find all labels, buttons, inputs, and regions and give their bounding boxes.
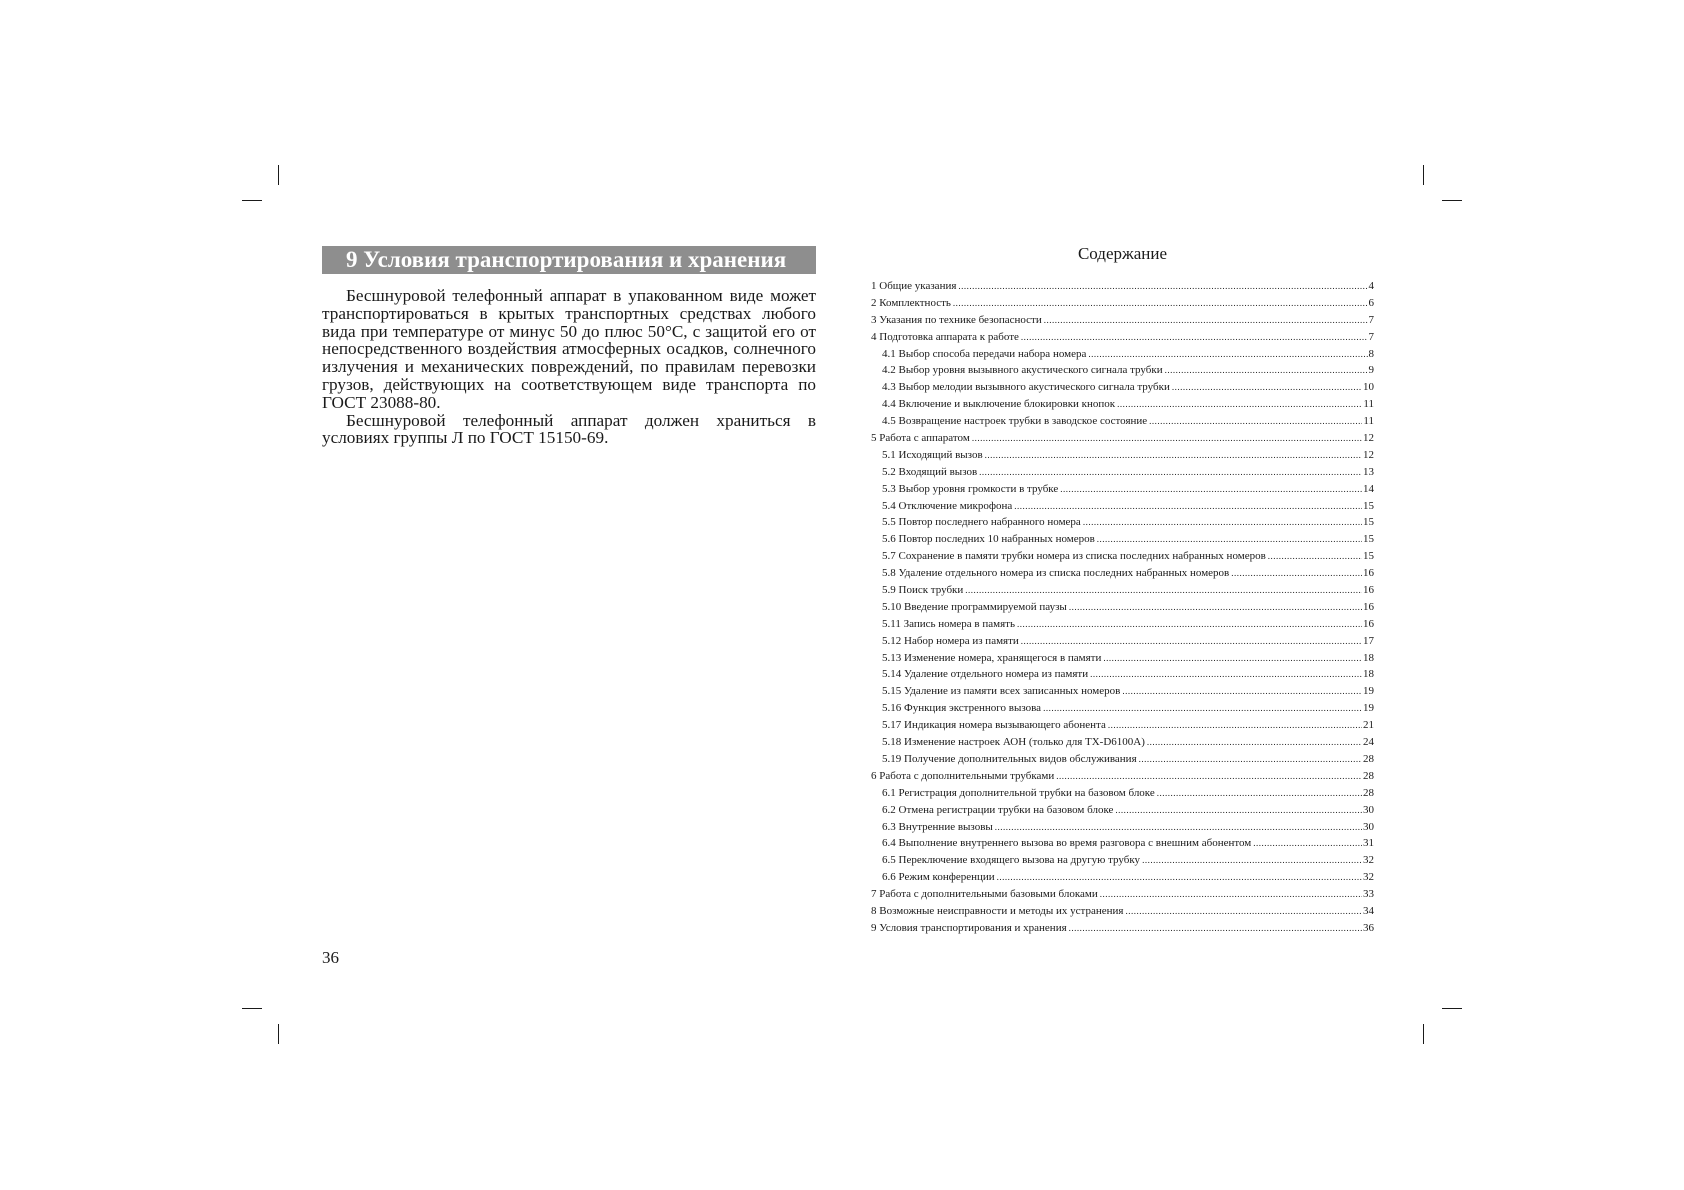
- toc-entry-page: 6: [1368, 296, 1374, 309]
- body-paragraph: Бесшнуровой телефонный аппарат в упакованном виде может транспортироваться в крытых транспортных средствах любого вида при температуре от минус 50 до плюс 50°С, с защитой его от непосредственного воздействия атмосферных осадков, солнечного излучения и механических повреждений, по правилам перевозки грузов, действующих на соответствующем виде транспорта по ГОСТ 23088-80.: [322, 286, 816, 412]
- toc-entry[interactable]: [871, 464, 1374, 481]
- toc-dot-leader: [1122, 683, 1362, 696]
- toc-entry-page: 14: [1363, 482, 1374, 495]
- toc-dot-leader: [979, 464, 1362, 477]
- toc-entry[interactable]: [871, 802, 1374, 819]
- toc-entry-label: 5.14 Удаление отдельного номера из памяти: [882, 668, 1089, 681]
- toc-entry-label: 5.18 Изменение настроек АОН (только для TX-D6100A): [882, 736, 1145, 749]
- toc-entry[interactable]: [871, 514, 1374, 531]
- toc-dot-leader: [1021, 633, 1362, 646]
- toc-entry-page: 21: [1363, 719, 1374, 732]
- toc-dot-leader: [958, 278, 1367, 291]
- crop-mark: [1442, 200, 1462, 201]
- crop-mark: [1423, 1024, 1424, 1044]
- toc-entry[interactable]: [871, 278, 1374, 295]
- toc-entry-label: 4.3 Выбор мелодии вызывного акустического сигнала трубки: [882, 381, 1170, 394]
- toc-entry[interactable]: [871, 346, 1374, 363]
- toc-entry-page: 36: [1363, 921, 1374, 934]
- toc-entry-label: 6 Работа с дополнительными трубками: [871, 769, 1055, 782]
- toc-entry-page: 15: [1363, 533, 1374, 546]
- toc-entry-page: 30: [1363, 803, 1374, 816]
- toc-entry-label: 1 Общие указания: [871, 280, 957, 292]
- toc-dot-leader: [1103, 650, 1362, 663]
- toc-dot-leader: [1147, 734, 1362, 747]
- toc-dot-leader: [1115, 802, 1362, 815]
- toc-entry-label: 5.11 Запись номера в память: [882, 617, 1015, 630]
- toc-entry[interactable]: [871, 700, 1374, 717]
- toc-entry[interactable]: [871, 819, 1374, 836]
- toc-entry-page: 17: [1363, 634, 1374, 647]
- toc-entry-page: 19: [1363, 702, 1374, 715]
- toc-entry[interactable]: [871, 329, 1374, 346]
- toc-entry-page: 19: [1363, 685, 1374, 698]
- section-body: [322, 287, 816, 447]
- toc-entry[interactable]: [871, 548, 1374, 565]
- toc-entry[interactable]: [871, 362, 1374, 379]
- toc-entry[interactable]: [871, 616, 1374, 633]
- toc-entry[interactable]: [871, 835, 1374, 852]
- toc-entry[interactable]: [871, 717, 1374, 734]
- toc-entry-page: 16: [1363, 617, 1374, 630]
- toc-dot-leader: [1097, 531, 1362, 544]
- toc-entry-page: 16: [1363, 567, 1374, 580]
- toc-entry-page: 11: [1363, 415, 1374, 428]
- toc-entry-label: 9 Условия транспортирования и хранения: [871, 921, 1067, 934]
- toc-entry-page: 16: [1363, 600, 1374, 613]
- toc-dot-leader: [953, 295, 1368, 308]
- toc-entry[interactable]: [871, 869, 1374, 886]
- toc-entry[interactable]: [871, 312, 1374, 329]
- toc-dot-leader: [1044, 312, 1368, 325]
- toc-dot-leader: [965, 582, 1362, 595]
- toc-entry-label: 5.5 Повтор последнего набранного номера: [882, 516, 1081, 529]
- toc-entry-label: 5.1 Исходящий вызов: [882, 448, 983, 461]
- toc-entry-page: 15: [1363, 550, 1374, 563]
- toc-entry-page: 18: [1363, 651, 1374, 664]
- toc-entry-page: 33: [1363, 888, 1374, 901]
- toc-entry-page: 32: [1363, 854, 1374, 867]
- toc-entry-page: 28: [1363, 786, 1374, 799]
- toc-entry[interactable]: [871, 903, 1374, 920]
- toc-entry-page: 32: [1363, 871, 1374, 884]
- toc-dot-leader: [995, 819, 1362, 832]
- toc-entry-label: 5.2 Входящий вызов: [882, 465, 978, 478]
- section-heading: 9 Условия транспортирования и хранения: [322, 246, 816, 274]
- toc-entry-page: 7: [1368, 330, 1374, 343]
- crop-mark: [1442, 1008, 1462, 1009]
- toc-entry-page: 24: [1363, 736, 1374, 749]
- toc-entry-page: 28: [1363, 769, 1374, 782]
- page-number: 36: [322, 948, 339, 967]
- toc-entry-label: 4 Подготовка аппарата к работе: [871, 330, 1019, 343]
- crop-mark: [1423, 165, 1424, 185]
- toc-entry[interactable]: [871, 481, 1374, 498]
- toc-dot-leader: [1268, 548, 1362, 561]
- toc-entry-page: 12: [1363, 432, 1374, 445]
- toc-dot-leader: [1090, 666, 1362, 679]
- toc-entry-label: 6.4 Выполнение внутреннего вызова во время разговора с внешним абонентом: [882, 837, 1252, 850]
- toc-entry[interactable]: [871, 633, 1374, 650]
- toc-dot-leader: [1021, 329, 1368, 342]
- toc-entry[interactable]: [871, 531, 1374, 548]
- toc-dot-leader: [1253, 835, 1362, 848]
- toc-dot-leader: [1017, 616, 1362, 629]
- toc-entry-label: 3 Указания по технике безопасности: [871, 313, 1042, 326]
- toc-dot-leader: [1157, 785, 1362, 798]
- toc-entry-page: 4: [1368, 280, 1374, 292]
- toc-entry-label: 5.7 Сохранение в памяти трубки номера из списка последних набранных номеров: [882, 550, 1266, 563]
- toc-entry-page: 10: [1363, 381, 1374, 394]
- toc-entry-label: 5.13 Изменение номера, хранящегося в памяти: [882, 651, 1102, 664]
- toc-entry-label: 6.5 Переключение входящего вызова на другую трубку: [882, 854, 1141, 867]
- toc-entry[interactable]: [871, 295, 1374, 312]
- toc-entry-label: 4.1 Выбор способа передачи набора номера: [882, 347, 1087, 360]
- toc-dot-leader: [1083, 514, 1362, 527]
- toc-entry-label: 6.3 Внутренние вызовы: [882, 820, 993, 833]
- toc-dot-leader: [1142, 852, 1362, 865]
- toc-entry-page: 11: [1363, 398, 1374, 411]
- right-page: [871, 244, 1374, 937]
- toc-entry-page: 30: [1363, 820, 1374, 833]
- toc-dot-leader: [985, 447, 1362, 460]
- toc-dot-leader: [1231, 565, 1362, 578]
- toc-entry-page: 8: [1368, 347, 1374, 360]
- toc-dot-leader: [1139, 751, 1362, 764]
- toc-entry[interactable]: [871, 666, 1374, 683]
- crop-mark: [278, 165, 279, 185]
- toc-dot-leader: [1088, 346, 1367, 359]
- toc-entry-label: 6.6 Режим конференции: [882, 871, 995, 884]
- toc-entry-page: 9: [1368, 364, 1374, 377]
- toc-dot-leader: [1069, 920, 1362, 933]
- toc-dot-leader: [1014, 498, 1362, 511]
- crop-mark: [278, 1024, 279, 1044]
- toc-entry-label: 5.8 Удаление отдельного номера из списка последних набранных номеров: [882, 567, 1230, 580]
- toc-entry-label: 7 Работа с дополнительными базовыми блоками: [871, 888, 1098, 901]
- toc-entry[interactable]: [871, 852, 1374, 869]
- toc-entry[interactable]: [871, 768, 1374, 785]
- toc-entry[interactable]: [871, 447, 1374, 464]
- toc-dot-leader: [1108, 717, 1362, 730]
- toc-entry-page: 34: [1363, 904, 1374, 917]
- toc-entry[interactable]: [871, 785, 1374, 802]
- toc-entry-label: 5.19 Получение дополнительных видов обслуживания: [882, 752, 1137, 765]
- toc-entry-page: 18: [1363, 668, 1374, 681]
- toc-entry-label: 4.4 Включение и выключение блокировки кнопок: [882, 398, 1116, 411]
- toc-entry[interactable]: [871, 430, 1374, 447]
- toc-entry[interactable]: [871, 379, 1374, 396]
- toc-dot-leader: [1149, 413, 1362, 426]
- toc-list: [871, 278, 1374, 937]
- toc-entry-label: 4.5 Возвращение настроек трубки в заводское состояние: [882, 415, 1148, 428]
- toc-entry-page: 15: [1363, 499, 1374, 512]
- toc-entry[interactable]: [871, 650, 1374, 667]
- toc-entry[interactable]: [871, 498, 1374, 515]
- toc-dot-leader: [1125, 903, 1362, 916]
- toc-dot-leader: [1043, 700, 1362, 713]
- toc-entry-label: 5.17 Индикация номера вызывающего абонента: [882, 719, 1106, 732]
- toc-entry-label: 5.6 Повтор последних 10 набранных номеров: [882, 533, 1095, 546]
- toc-entry[interactable]: [871, 886, 1374, 903]
- crop-mark: [242, 1008, 262, 1009]
- toc-entry-label: 5.10 Введение программируемой паузы: [882, 600, 1067, 613]
- left-page: [322, 246, 816, 447]
- toc-entry-page: 15: [1363, 516, 1374, 529]
- toc-entry[interactable]: [871, 582, 1374, 599]
- toc-entry[interactable]: [871, 734, 1374, 751]
- toc-entry[interactable]: [871, 751, 1374, 768]
- toc-entry-page: 13: [1363, 465, 1374, 478]
- toc-entry-label: 5 Работа с аппаратом: [871, 432, 970, 445]
- toc-entry-label: 5.15 Удаление из памяти всех записанных номеров: [882, 685, 1121, 698]
- toc-dot-leader: [1056, 768, 1362, 781]
- body-paragraph: Бесшнуровой телефонный аппарат должен храниться в условиях группы Л по ГОСТ 15150-69.: [322, 410, 816, 448]
- toc-entry[interactable]: [871, 683, 1374, 700]
- toc-dot-leader: [997, 869, 1362, 882]
- toc-entry-page: 31: [1363, 837, 1374, 850]
- toc-entry-page: 28: [1363, 752, 1374, 765]
- toc-entry-label: 6.2 Отмена регистрации трубки на базовом блоке: [882, 803, 1114, 816]
- toc-entry-label: 5.12 Набор номера из памяти: [882, 634, 1019, 647]
- crop-mark: [242, 200, 262, 201]
- toc-entry-page: 12: [1363, 448, 1374, 461]
- toc-entry-label: 6.1 Регистрация дополнительной трубки на базовом блоке: [882, 786, 1155, 799]
- toc-entry-label: 5.16 Функция экстренного вызова: [882, 702, 1042, 715]
- toc-entry-label: 4.2 Выбор уровня вызывного акустического сигнала трубки: [882, 364, 1163, 377]
- toc-entry-label: 2 Комплектность: [871, 296, 951, 309]
- toc-entry[interactable]: [871, 920, 1374, 937]
- toc-dot-leader: [1117, 396, 1362, 409]
- toc-entry-label: 8 Возможные неисправности и методы их устранения: [871, 904, 1124, 917]
- toc-entry-label: 5.4 Отключение микрофона: [882, 499, 1013, 512]
- toc-entry-page: 16: [1363, 584, 1374, 597]
- toc-entry-page: 7: [1368, 313, 1374, 326]
- toc-entry-label: 5.3 Выбор уровня громкости в трубке: [882, 482, 1059, 495]
- toc-dot-leader: [1100, 886, 1362, 899]
- toc-dot-leader: [1060, 481, 1362, 494]
- toc-dot-leader: [1172, 379, 1362, 392]
- toc-entry[interactable]: [871, 599, 1374, 616]
- toc-entry-label: 5.9 Поиск трубки: [882, 584, 964, 597]
- toc-dot-leader: [972, 430, 1362, 443]
- toc-entry[interactable]: [871, 396, 1374, 413]
- toc-entry[interactable]: [871, 565, 1374, 582]
- toc-dot-leader: [1165, 362, 1368, 375]
- toc-title: Содержание: [1077, 244, 1168, 263]
- toc-entry[interactable]: [871, 413, 1374, 430]
- toc-dot-leader: [1069, 599, 1362, 612]
